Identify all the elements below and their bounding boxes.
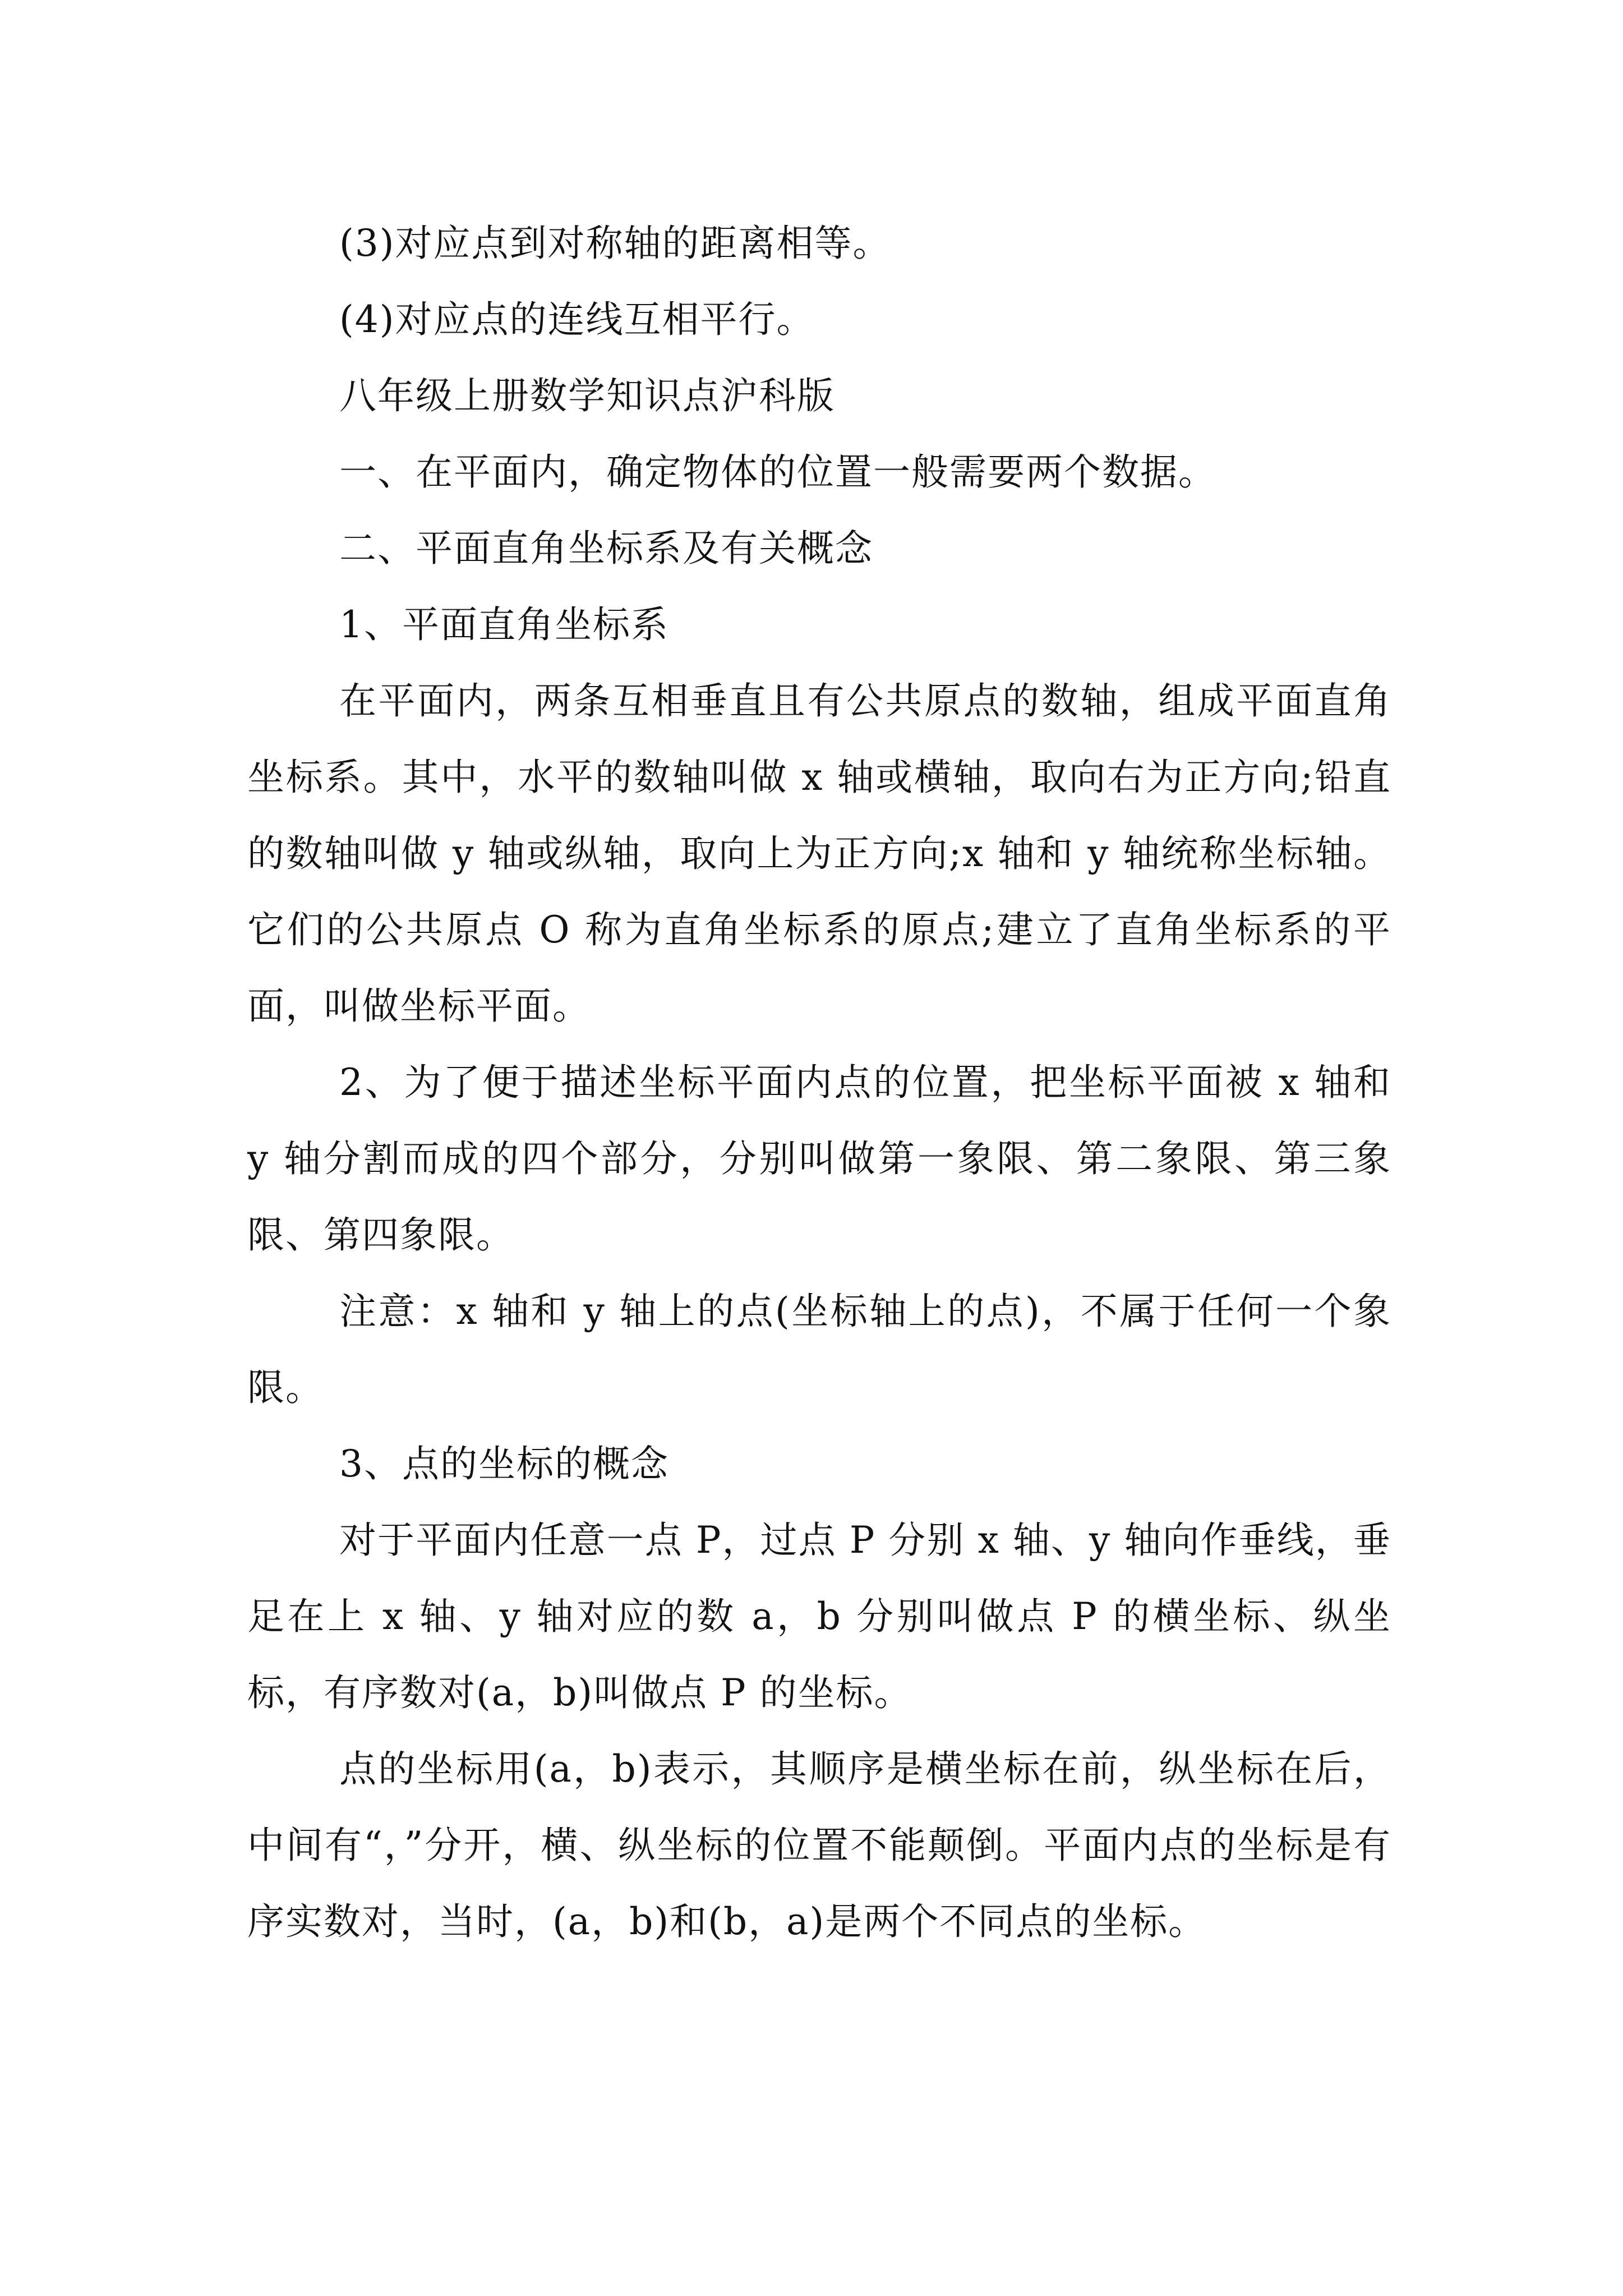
paragraph-coordinate-definition: 在平面内，两条互相垂直且有公共原点的数轴，组成平面直角坐标系。其中，水平的数轴叫做 x 轴或横轴，取向右为正方向;铅直的数轴叫做 y 轴或纵轴，取向上为正方向;x 轴和 y 轴统称坐标轴。它们的公共原点 O 称为直角坐标系的原点;建立了直角坐标系的平面，叫做坐标平面。: [247, 679, 1391, 1028]
paragraph-quadrants: 2、为了便于描述坐标平面内点的位置，把坐标平面被 x 轴和 y 轴分割而成的四个部分，分别叫做第一象限、第二象限、第三象限、第四象限。: [247, 1061, 1391, 1257]
paragraph-note-axes: 注意：x 轴和 y 轴上的点(坐标轴上的点)，不属于任何一个象限。: [247, 1290, 1391, 1409]
section-title: 八年级上册数学知识点沪科版: [339, 374, 835, 417]
paragraph-point-p: 对于平面内任意一点 P，过点 P 分别 x 轴、y 轴向作垂线，垂足在上 x 轴、y 轴对应的数 a，b 分别叫做点 P 的横坐标、纵坐标，有序数对(a，b)叫做点 P 的坐标。: [247, 1519, 1391, 1714]
paragraph-ordered-pair: 点的坐标用(a，b)表示，其顺序是横坐标在前，纵坐标在后，中间有“，”分开，横、纵坐标的位置不能颠倒。平面内点的坐标是有序实数对，当时，(a，b)和(b，a)是两个不同点的坐标。: [247, 1747, 1391, 1943]
paragraph-position-data: 一、在平面内，确定物体的位置一般需要两个数据。: [339, 450, 1216, 494]
heading-coordinate-system: 二、平面直角坐标系及有关概念: [339, 527, 873, 570]
document-body: [247, 205, 1391, 1960]
paragraph-property-4: (4)对应点的连线互相平行。: [339, 298, 815, 341]
subheading-coordinate-system: 1、平面直角坐标系: [339, 603, 669, 646]
subheading-point-coordinates: 3、点的坐标的概念: [339, 1442, 669, 1485]
paragraph-property-3: (3)对应点到对称轴的距离相等。: [339, 222, 891, 265]
